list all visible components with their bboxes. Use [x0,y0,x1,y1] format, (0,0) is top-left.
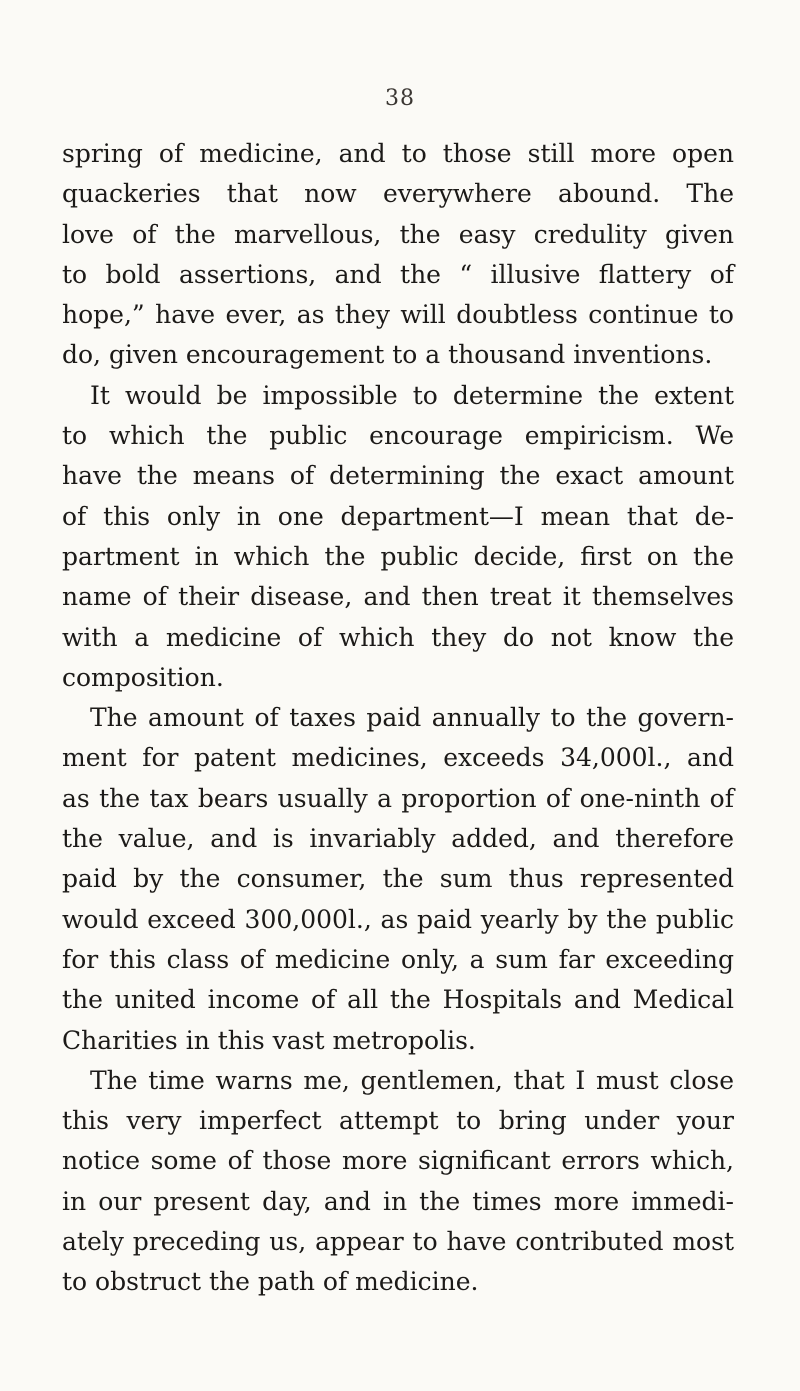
text-line: the value, and is invariably added, and therefore [62,824,734,854]
text-line: to which the public encourage empiricism. We [62,421,734,451]
text-line: notice some of those more significant errors which, [62,1146,734,1176]
text-line: paid by the consumer, the sum thus represented [62,864,734,894]
text-line: this very imperfect attempt to bring under your [62,1106,734,1136]
text-line: ment for patent medicines, exceeds 34,000l., and [62,743,734,773]
text-line: It would be impossible to determine the extent [90,380,734,410]
text-line: as the tax bears usually a proportion of one-ninth of [62,783,734,813]
text-line: of this only in one department—I mean that de- [62,501,734,531]
text-line: do, given encouragement to a thousand inventions. [62,340,713,370]
text-line: love of the marvellous, the easy credulity given [62,219,734,249]
text-line: to bold assertions, and the “ illusive flattery of [62,259,734,289]
text-line: would exceed 300,000l., as paid yearly by the public [62,904,734,934]
text-line: ately preceding us, appear to have contributed most [62,1227,734,1257]
text-line: hope,” have ever, as they will doubtless continue to [62,300,734,330]
text-line: The amount of taxes paid annually to the govern- [90,703,734,733]
text-line: spring of medicine, and to those still more open [62,139,734,168]
text-line: with a medicine of which they do not know the [62,622,734,652]
text-line: to obstruct the path of medicine. [62,1267,479,1297]
text-line: Charities in this vast metropolis. [62,1025,476,1055]
text-line: The time warns me, gentlemen, that I must close [90,1065,734,1095]
text-line: name of their disease, and then treat it themselves [62,582,734,612]
text-line: have the means of determining the exact amount [62,461,734,491]
text-line: partment in which the public decide, first on the [62,541,734,571]
body-text [62,134,734,1303]
text-line: composition. [62,662,224,692]
text-line: in our present day, and in the times more immedi- [62,1186,734,1216]
text-line: for this class of medicine only, a sum far exceeding [62,944,734,974]
text-line: the united income of all the Hospitals and Medical [62,985,734,1015]
page-number: 38 [385,86,415,111]
text-line: quackeries that now everywhere abound. The [62,179,734,209]
